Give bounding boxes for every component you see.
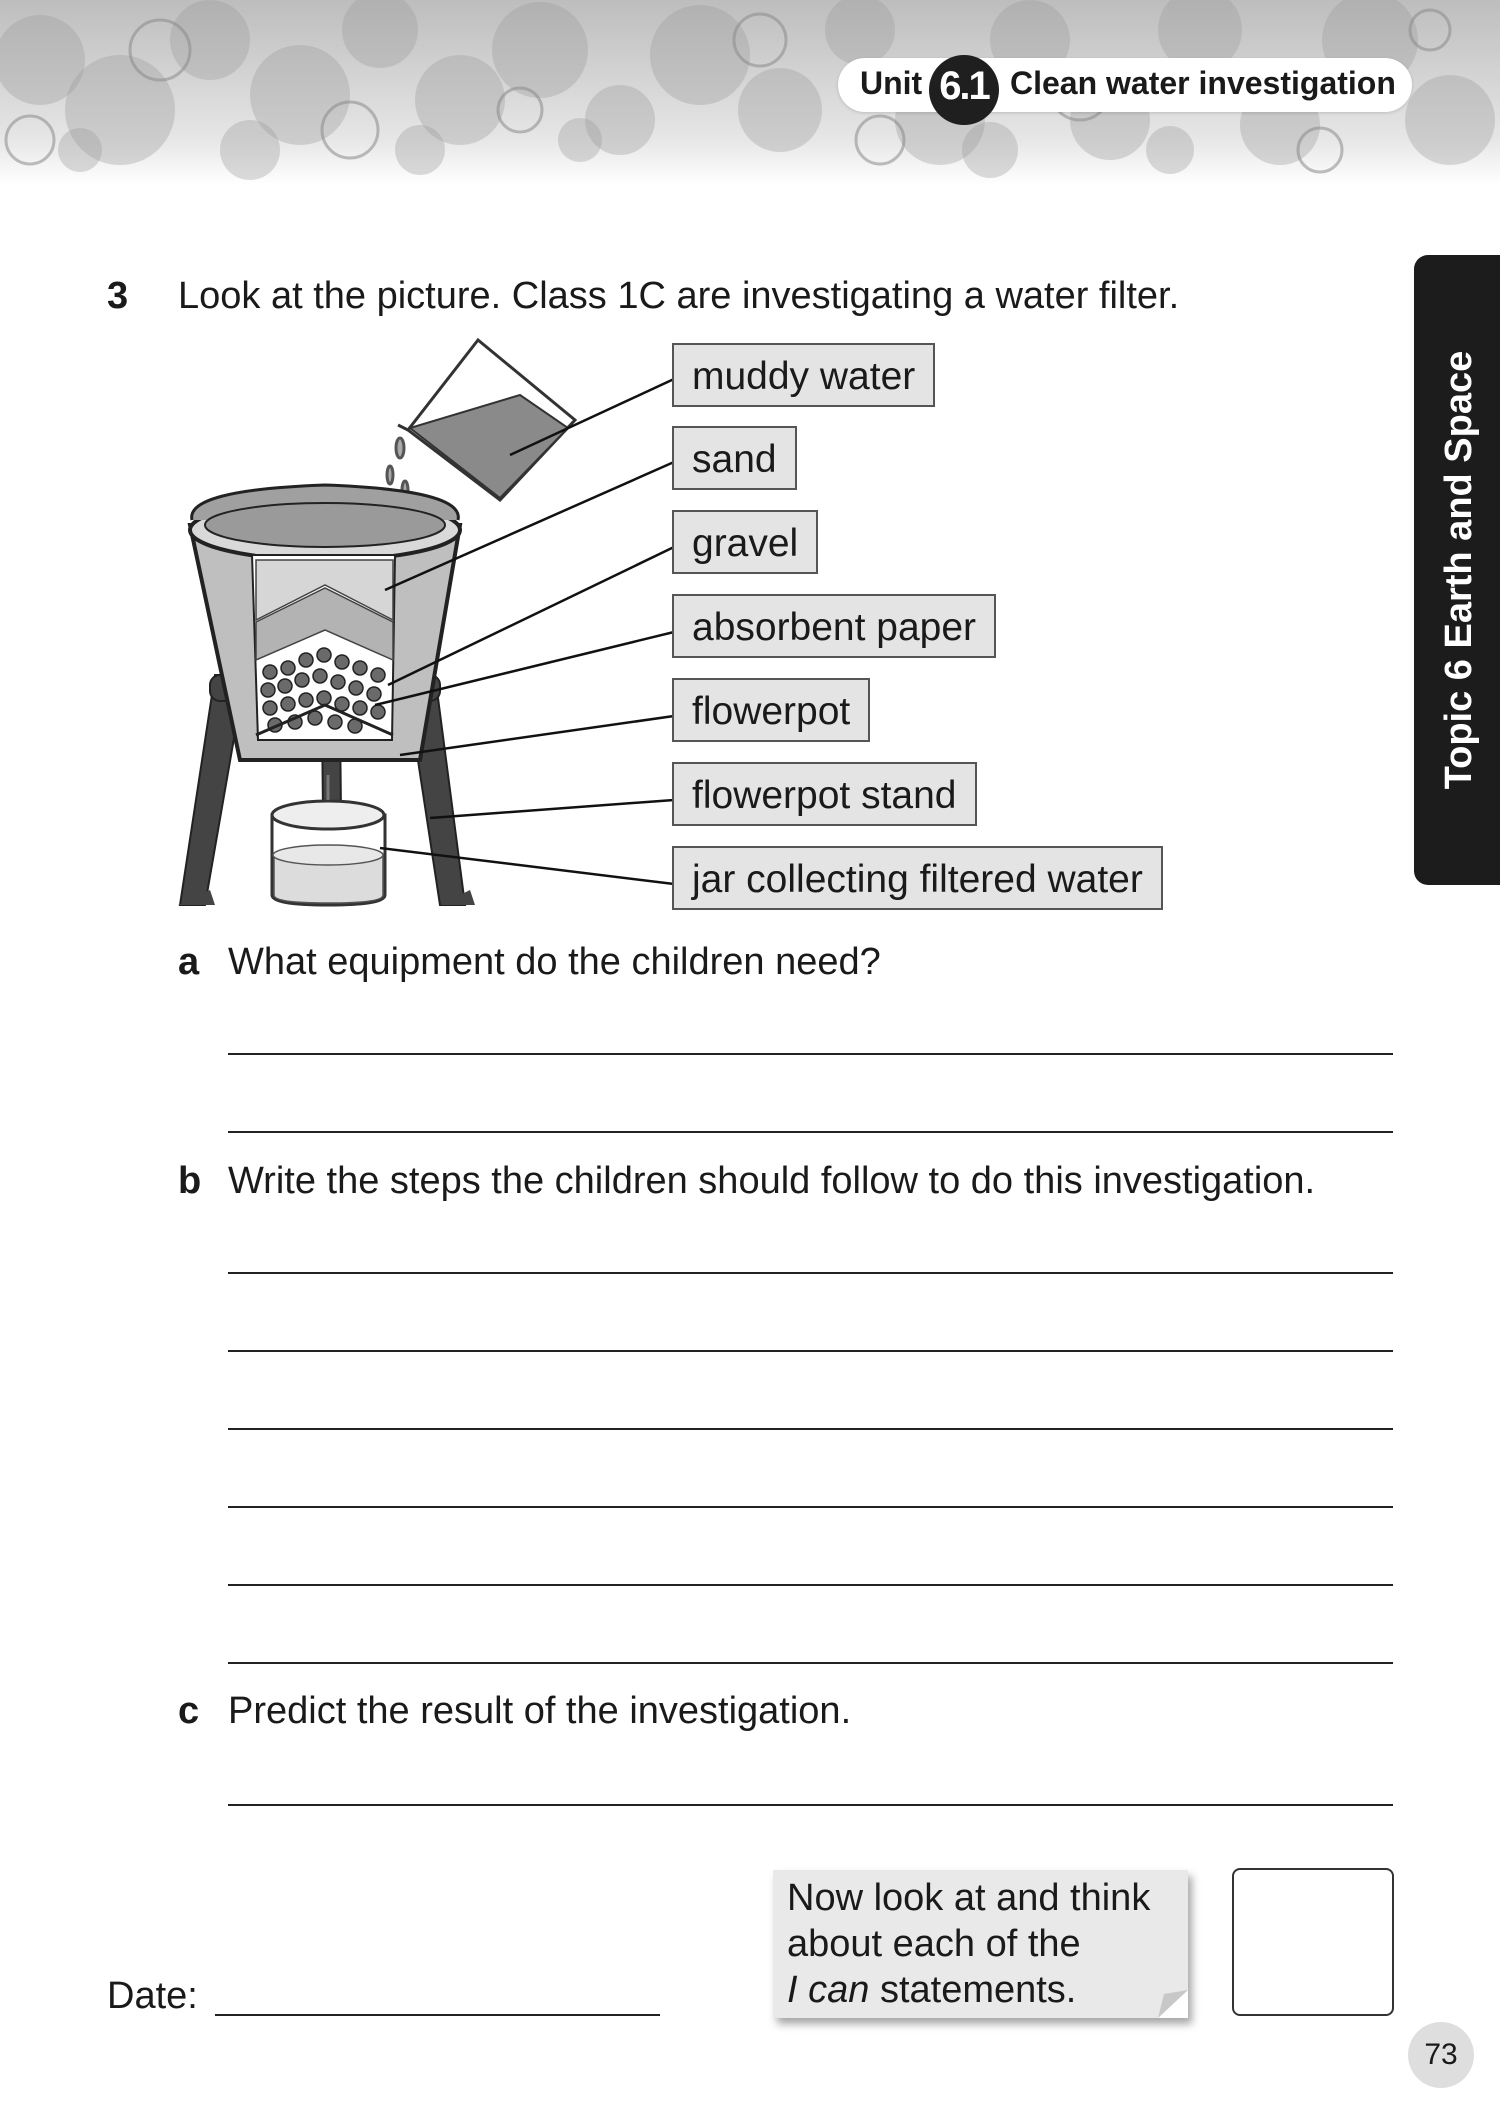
part-a-letter: a bbox=[178, 941, 200, 983]
answer-line[interactable] bbox=[228, 1506, 1393, 1508]
flowerpot-illustration bbox=[190, 485, 460, 760]
label-flowerpot-stand: flowerpot stand bbox=[672, 762, 977, 826]
label-muddy-water: muddy water bbox=[672, 343, 935, 407]
question-text: Look at the picture. Class 1C are investigating a water filter. bbox=[178, 275, 1180, 317]
part-c-text: Predict the result of the investigation. bbox=[228, 1690, 852, 1732]
label-gravel: gravel bbox=[672, 510, 818, 574]
beaker-illustration bbox=[398, 340, 575, 500]
label-sand: sand bbox=[672, 426, 797, 490]
label-absorbent-paper: absorbent paper bbox=[672, 594, 996, 658]
answer-line[interactable] bbox=[228, 1350, 1393, 1352]
label-jar-collecting-filtered-water: jar collecting filtered water bbox=[672, 846, 1163, 910]
note-line-3 bbox=[787, 1967, 1187, 2013]
jar-illustration bbox=[272, 775, 385, 905]
part-c-letter: c bbox=[178, 1690, 200, 1732]
note-line-1: Now look at and think bbox=[787, 1877, 1151, 1919]
date-label: Date: bbox=[107, 1975, 198, 2017]
answer-line[interactable] bbox=[228, 1272, 1393, 1274]
answer-line[interactable] bbox=[228, 1428, 1393, 1430]
part-a-text: What equipment do the children need? bbox=[228, 941, 881, 983]
answer-line[interactable] bbox=[228, 1804, 1393, 1806]
unit-word: Unit bbox=[860, 65, 923, 101]
part-b-letter: b bbox=[178, 1160, 202, 1202]
self-assessment-box[interactable] bbox=[1232, 1868, 1394, 2016]
note-statements: statements. bbox=[869, 1969, 1077, 2011]
label-flowerpot: flowerpot bbox=[672, 678, 870, 742]
unit-title: Clean water investigation bbox=[1010, 65, 1396, 101]
answer-line[interactable] bbox=[228, 1662, 1393, 1664]
i-can-note-text bbox=[787, 1875, 1187, 2013]
answer-line[interactable] bbox=[228, 1584, 1393, 1586]
page-number: 73 bbox=[1424, 2038, 1458, 2071]
question-number: 3 bbox=[107, 275, 129, 317]
note-line-2: about each of the bbox=[787, 1923, 1081, 1965]
answer-line[interactable] bbox=[228, 1131, 1393, 1133]
date-input-line[interactable] bbox=[215, 2014, 660, 2016]
topic-side-tab-label: Topic 6 Earth and Space bbox=[1437, 350, 1480, 790]
unit-number: 6.1 bbox=[939, 64, 989, 108]
answer-line[interactable] bbox=[228, 1053, 1393, 1055]
part-b-text: Write the steps the children should follow to do this investigation. bbox=[228, 1160, 1316, 1202]
note-i-can: I can bbox=[787, 1969, 870, 2011]
